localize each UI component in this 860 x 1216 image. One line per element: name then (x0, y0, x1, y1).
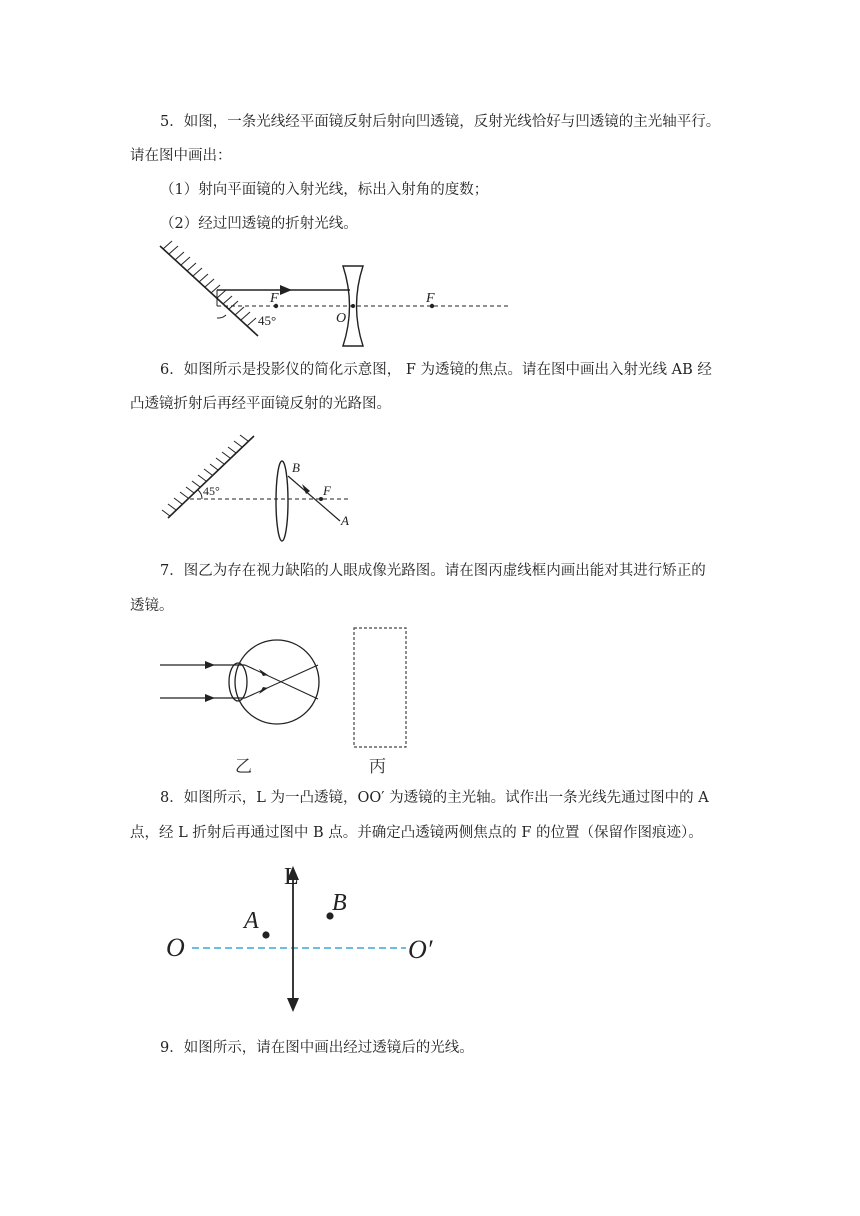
q8-label-a: A (244, 908, 259, 934)
q8-point-a (262, 931, 269, 938)
q8-label-b: B (332, 890, 347, 916)
q5-optical-center-dot (351, 304, 355, 308)
q7-eye-lens (229, 663, 247, 701)
q5-ray-arrow (280, 285, 292, 295)
q8-label-o-prime: O′ (408, 935, 433, 964)
q6-text-line2: 凸透镜折射后再经平面镜反射的光路图。 (130, 396, 391, 412)
q5-figure (150, 238, 520, 350)
q8-label-l: L (284, 864, 299, 890)
q6-mirror-hatching (162, 435, 248, 516)
q7-figure (155, 622, 425, 777)
q5-angle-arc (217, 315, 226, 318)
q7-label-bing: 丙 (369, 757, 386, 776)
q6-convex-lens (276, 461, 288, 541)
q5-mirror-hatching (163, 241, 256, 326)
q7-label-yi: 乙 (235, 757, 252, 776)
q7-text-line2: 透镜。 (130, 598, 174, 614)
q8-figure (160, 858, 450, 1013)
q8-label-o: O (166, 933, 185, 962)
q5-item2: （2）经过凹透镜的折射光线。 (160, 216, 358, 232)
q5-label-f-right: F (426, 291, 435, 306)
q5-text-line1: 5．如图，一条光线经平面镜反射后射向凹透镜，反射光线恰好与凹透镜的主光轴平行。 (160, 114, 721, 130)
q5-item1: （1）射向平面镜的入射光线，标出入射角的度数； (160, 182, 489, 198)
q8-text-line1: 8．如图所示，L 为一凸透镜，OO′ 为透镜的主光轴。试作出一条光线先通过图中的 A (160, 790, 709, 806)
q5-label-f-left: F (270, 291, 279, 306)
q5-label-angle: 45° (258, 313, 277, 328)
q6-label-f: F (323, 483, 331, 498)
q6-label-a: A (341, 513, 349, 528)
q6-plane-mirror (168, 436, 254, 518)
q6-figure (158, 428, 368, 544)
q6-label-b: B (292, 460, 300, 475)
q7-dashed-frame (354, 628, 406, 747)
q5-text-line2: 请在图中画出： (130, 148, 232, 164)
q5-label-o: O (336, 311, 347, 326)
q6-text-line1: 6．如图所示是投影仪的简化示意图， F 为透镜的焦点。请在图中画出入射光线 AB 经 (160, 362, 712, 378)
q8-text-line2: 点，经 L 折射后再通过图中 B 点。并确定凸透镜两侧焦点的 F 的位置（保留作图痕迹）。 (130, 825, 703, 841)
q9-text-line1: 9．如图所示，请在图中画出经过透镜后的光线。 (160, 1040, 474, 1056)
q6-angle-arc (198, 490, 202, 499)
q7-text-line1: 7．图乙为存在视力缺陷的人眼成像光路图。请在图丙虚线框内画出能对其进行矫正的 (160, 563, 706, 579)
q5-plane-mirror (160, 246, 258, 336)
q6-label-angle: 45° (203, 484, 220, 498)
